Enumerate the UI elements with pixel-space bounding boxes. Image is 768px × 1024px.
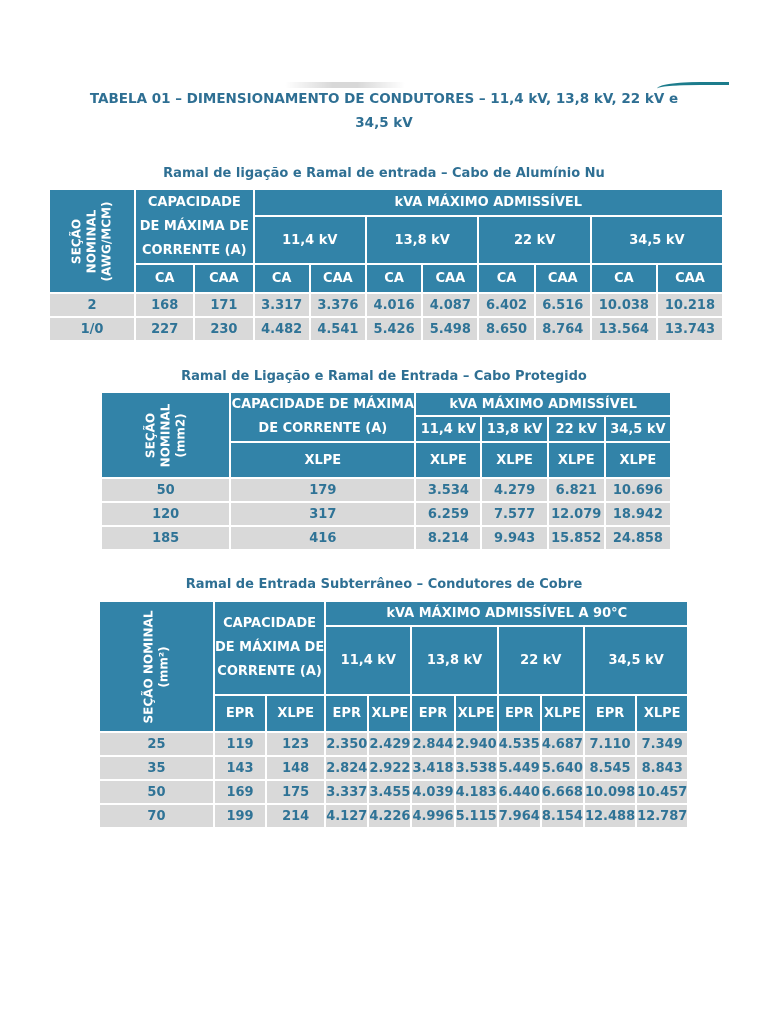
table-cell: 12.787 [637,805,687,827]
page-title-line1: TABELA 01 – DIMENSIONAMENTO DE CONDUTORES – 11,4 kV, 13,8 kV, 22 kV e [89,91,679,107]
table2-kva-header: kVA MÁXIMO ADMISSÍVEL [416,393,670,415]
table-cell: 2.350 [326,733,367,755]
table-cell: 13.564 [592,318,656,340]
table-cell: 2.922 [369,757,410,779]
table-cell: 169 [215,781,265,803]
table3-voltage-header: 34,5 kV [585,627,687,694]
table-cell: 2.429 [369,733,410,755]
table-cell: 3.455 [369,781,410,803]
table2-sub-header: XLPE [606,443,670,477]
table-cell: 317 [231,503,414,525]
table-cell: 4.996 [412,805,453,827]
table-cell: 148 [267,757,324,779]
table-cell: 6.668 [542,781,583,803]
table3-capacity-header [215,602,324,694]
table1-sub-header: CAA [658,265,722,292]
table1-capacity-header [136,190,252,263]
table-cell: 10.038 [592,294,656,316]
table-cell: 143 [215,757,265,779]
table1-sub-header: CA [479,265,533,292]
table1-voltage-header: 34,5 kV [592,217,722,263]
table1-row-header [50,190,134,292]
table1-sub-header: CA [592,265,656,292]
table-cell: 8.154 [542,805,583,827]
table1-cap-line: CAPACIDADE [147,194,241,210]
table3-voltage-header: 22 kV [499,627,583,694]
table-cell: 4.016 [367,294,421,316]
table3-sub-header: XLPE [267,696,324,731]
table-row [100,805,687,827]
table-cell: 6.402 [479,294,533,316]
table2-sub-header: XLPE [549,443,604,477]
table3-sub-header: XLPE [637,696,687,731]
table-cell: 4.226 [369,805,410,827]
table3-voltage-header: 11,4 kV [326,627,410,694]
table-cell: 25 [100,733,213,755]
table-cell: 5.640 [542,757,583,779]
table2-cap-line: CAPACIDADE DE MÁXIMA [231,397,415,412]
table-cell: 10.218 [658,294,722,316]
table3-cap-line: DE MÁXIMA DE [214,640,325,655]
table2-voltage-header: 13,8 kV [482,417,546,441]
page-title-line2: 34,5 kV [355,115,413,131]
table1-sub-header: CA [255,265,309,292]
decorative-grey-line [285,82,405,88]
table-cell: 7.110 [585,733,635,755]
table-cell: 50 [100,781,213,803]
table1-sub-header: CAA [311,265,365,292]
table3-kva-header: kVA MÁXIMO ADMISSÍVEL A 90°C [326,602,687,625]
table-cell: 4.482 [255,318,309,340]
table-cell: 230 [195,318,252,340]
table-cell: 123 [267,733,324,755]
table3-subtitle: Ramal de Entrada Subterrâneo – Condutores de Cobre [185,577,583,592]
table-row [50,294,722,316]
table-cell: 24.858 [606,527,670,549]
table-cell: 120 [102,503,229,525]
table-cell: 179 [231,479,414,501]
table-cell: 8.545 [585,757,635,779]
table-cell: 1/0 [50,318,134,340]
table-cell: 18.942 [606,503,670,525]
table2-voltage-header: 22 kV [549,417,604,441]
table1-sub-header: CAA [195,265,252,292]
table1-kva-header: kVA MÁXIMO ADMISSÍVEL [255,190,722,215]
table-cell: 119 [215,733,265,755]
table3-voltage-header: 13,8 kV [412,627,496,694]
table3-sub-header: EPR [215,696,265,731]
table-cell: 10.696 [606,479,670,501]
table-cell: 6.516 [536,294,590,316]
table2-row-header [102,393,229,477]
table-cell: 8.214 [416,527,480,549]
table3-sub-header: XLPE [369,696,410,731]
table3-sub-header: XLPE [456,696,497,731]
table-cell: 4.039 [412,781,453,803]
table-cell: 4.183 [456,781,497,803]
table2-subtitle: Ramal de Ligação e Ramal de Entrada – Cabo Protegido [181,369,587,384]
table1-subtitle: Ramal de ligação e Ramal de entrada – Cabo de Alumínio Nu [163,166,605,181]
table-cell: 12.488 [585,805,635,827]
table-cell: 3.337 [326,781,367,803]
table2-capacity-header [231,393,414,441]
table3-cap-line: CAPACIDADE [223,616,317,631]
table-cell: 3.538 [456,757,497,779]
table1-voltage-header: 11,4 kV [255,217,365,263]
table2-rowhead-line: NOMINAL [158,403,173,467]
table-row [100,781,687,803]
table1 [48,188,724,342]
table-cell: 4.087 [423,294,477,316]
table3-sub-header: XLPE [542,696,583,731]
table1-sub-header: CAA [423,265,477,292]
table-cell: 8.650 [479,318,533,340]
table1-voltage-header: 13,8 kV [367,217,477,263]
table-cell: 214 [267,805,324,827]
table-cell: 199 [215,805,265,827]
table-cell: 7.349 [637,733,687,755]
table-cell: 3.418 [412,757,453,779]
table-cell: 168 [136,294,193,316]
table-cell: 5.498 [423,318,477,340]
table3-rowhead-line: (mm²) [156,645,171,688]
table-cell: 175 [267,781,324,803]
table-cell: 5.449 [499,757,540,779]
table2-sub-header: XLPE [231,443,414,477]
table3-sub-header: EPR [585,696,635,731]
table2-cap-line: DE CORRENTE (A) [258,421,388,436]
table-cell: 416 [231,527,414,549]
table-cell: 10.457 [637,781,687,803]
table2-rowhead-line: SEÇÃO [143,412,158,458]
table-cell: 15.852 [549,527,604,549]
table-cell: 227 [136,318,193,340]
table1-cap-line: DE MÁXIMA DE [139,218,249,234]
table3-sub-header: EPR [499,696,540,731]
table1-sub-header: CAA [536,265,590,292]
table1-voltage-header: 22 kV [479,217,589,263]
table-cell: 171 [195,294,252,316]
table2-sub-header: XLPE [416,443,480,477]
table1-rowhead-line: NOMINAL [84,209,99,273]
table1-rowhead-line: SEÇÃO [69,218,84,264]
table3-rowhead-line: SEÇÃO NOMINAL [141,610,156,723]
table-cell: 7.964 [499,805,540,827]
table-cell: 4.279 [482,479,546,501]
table-cell: 8.843 [637,757,687,779]
table-row [102,503,670,525]
table1-sub-header: CA [136,265,193,292]
table2 [100,391,672,551]
table3-cap-line: CORRENTE (A) [217,664,322,679]
table-row [102,527,670,549]
table-cell: 2.824 [326,757,367,779]
table-cell: 3.376 [311,294,365,316]
table-cell: 185 [102,527,229,549]
table3-sub-header: EPR [412,696,453,731]
table-cell: 50 [102,479,229,501]
table-row [100,757,687,779]
table-cell: 2.844 [412,733,453,755]
table2-rowhead-line: (mm2) [173,412,188,458]
table-cell: 4.687 [542,733,583,755]
table2-voltage-header: 11,4 kV [416,417,480,441]
table3 [98,600,689,829]
table2-sub-header: XLPE [482,443,546,477]
table-cell: 5.426 [367,318,421,340]
table1-rowhead-line: (AWG/MCM) [99,201,114,281]
table-cell: 6.259 [416,503,480,525]
table-cell: 6.440 [499,781,540,803]
table-row [102,479,670,501]
table-cell: 3.534 [416,479,480,501]
table-cell: 5.115 [456,805,497,827]
table1-sub-header: CA [367,265,421,292]
table-cell: 7.577 [482,503,546,525]
table-cell: 4.535 [499,733,540,755]
table-cell: 13.743 [658,318,722,340]
table-cell: 12.079 [549,503,604,525]
table-row [100,733,687,755]
table3-row-header [100,602,213,731]
table-cell: 10.098 [585,781,635,803]
table-cell: 9.943 [482,527,546,549]
table-cell: 2 [50,294,134,316]
table2-voltage-header: 34,5 kV [606,417,670,441]
table-cell: 70 [100,805,213,827]
table-cell: 3.317 [255,294,309,316]
table3-sub-header: EPR [326,696,367,731]
table-cell: 8.764 [536,318,590,340]
table-cell: 35 [100,757,213,779]
table-cell: 4.541 [311,318,365,340]
table-cell: 4.127 [326,805,367,827]
table-cell: 6.821 [549,479,604,501]
table1-cap-line: CORRENTE (A) [142,242,247,258]
table-row [50,318,722,340]
table-cell: 2.940 [456,733,497,755]
